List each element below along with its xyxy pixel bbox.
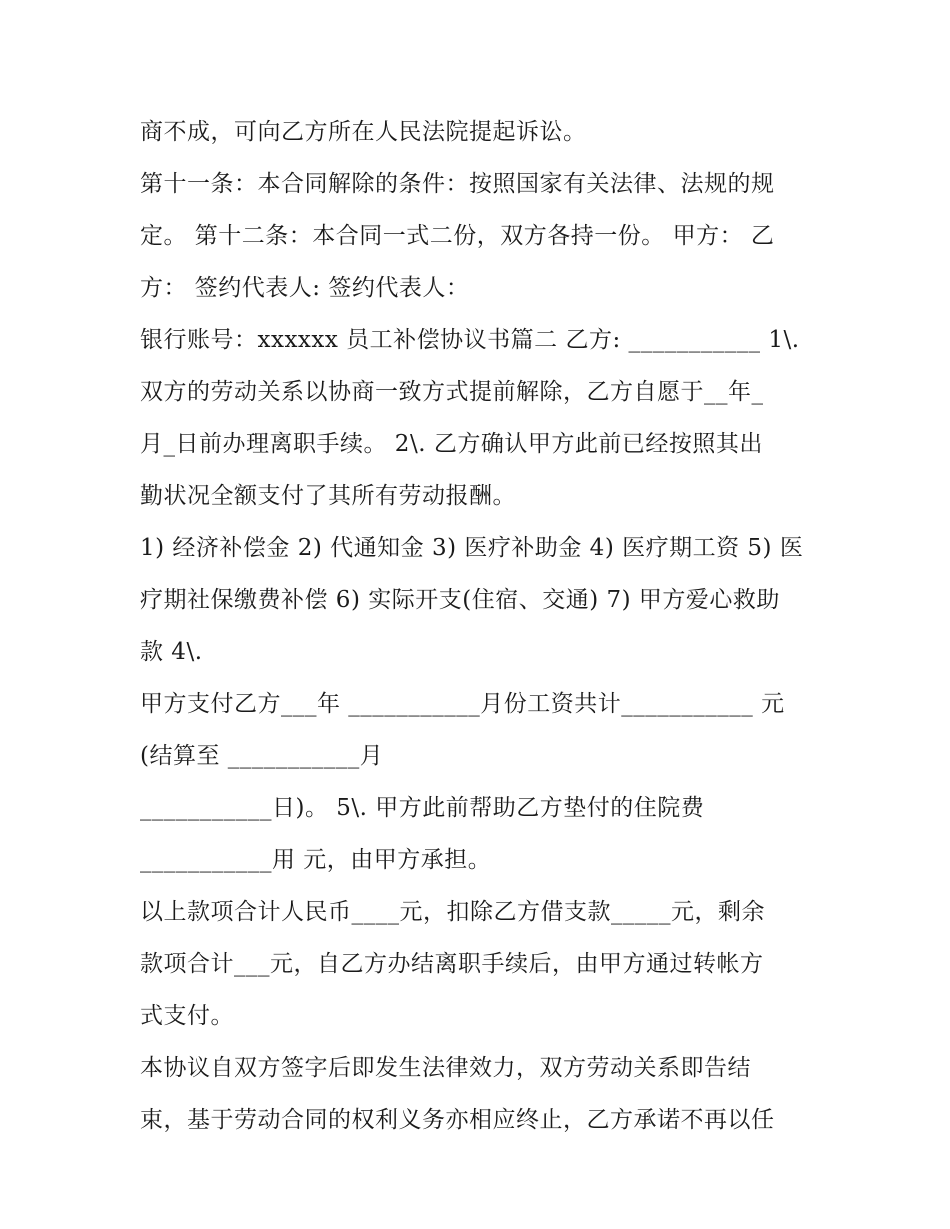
text-line: 1) 经济补偿金 2) 代通知金 3) 医疗补助金 4) 医疗期工资 5) 医 <box>140 535 804 561</box>
document-body <box>140 106 820 1146</box>
text-line: ___________日)。 5\. 甲方此前帮助乙方垫付的住院费 <box>140 795 705 821</box>
text-line: 本协议自双方签字后即发生法律效力，双方劳动关系即告结 <box>140 1055 751 1081</box>
text-line: ___________用 元，由甲方承担。 <box>140 847 492 873</box>
text-line: 式支付。 <box>140 1003 234 1029</box>
text-line: 以上款项合计人民币____元，扣除乙方借支款_____元，剩余 <box>140 899 765 925</box>
text-line: 款 4\. <box>140 639 203 665</box>
text-line: 银行账号：xxxxxx 员工补偿协议书篇二 乙方: ___________ 1\. <box>140 327 800 353</box>
text-line: (结算至 ___________月 <box>140 743 384 769</box>
text-line: 第十一条：本合同解除的条件：按照国家有关法律、法规的规 <box>140 171 775 197</box>
text-line: 款项合计___元，自乙方办结离职手续后，由甲方通过转帐方 <box>140 951 764 977</box>
text-line: 月_日前办理离职手续。 2\. 乙方确认甲方此前已经按照其出 <box>140 431 763 457</box>
text-line: 双方的劳动关系以协商一致方式提前解除，乙方自愿于__年_ <box>140 379 764 405</box>
text-line: 方： 签约代表人: 签约代表人： <box>140 275 470 301</box>
text-line: 商不成，可向乙方所在人民法院提起诉讼。 <box>140 119 587 145</box>
text-line: 勤状况全额支付了其所有劳动报酬。 <box>140 483 516 509</box>
text-line: 甲方支付乙方___年 ___________月份工资共计___________ 元 <box>140 691 785 717</box>
text-line: 束，基于劳动合同的权利义务亦相应终止，乙方承诺不再以任 <box>140 1107 775 1133</box>
text-line: 疗期社保缴费补偿 6) 实际开支(住宿、交通) 7) 甲方爱心救助 <box>140 587 780 613</box>
text-line: 定。 第十二条：本合同一式二份，双方各持一份。 甲方： 乙 <box>140 223 775 249</box>
